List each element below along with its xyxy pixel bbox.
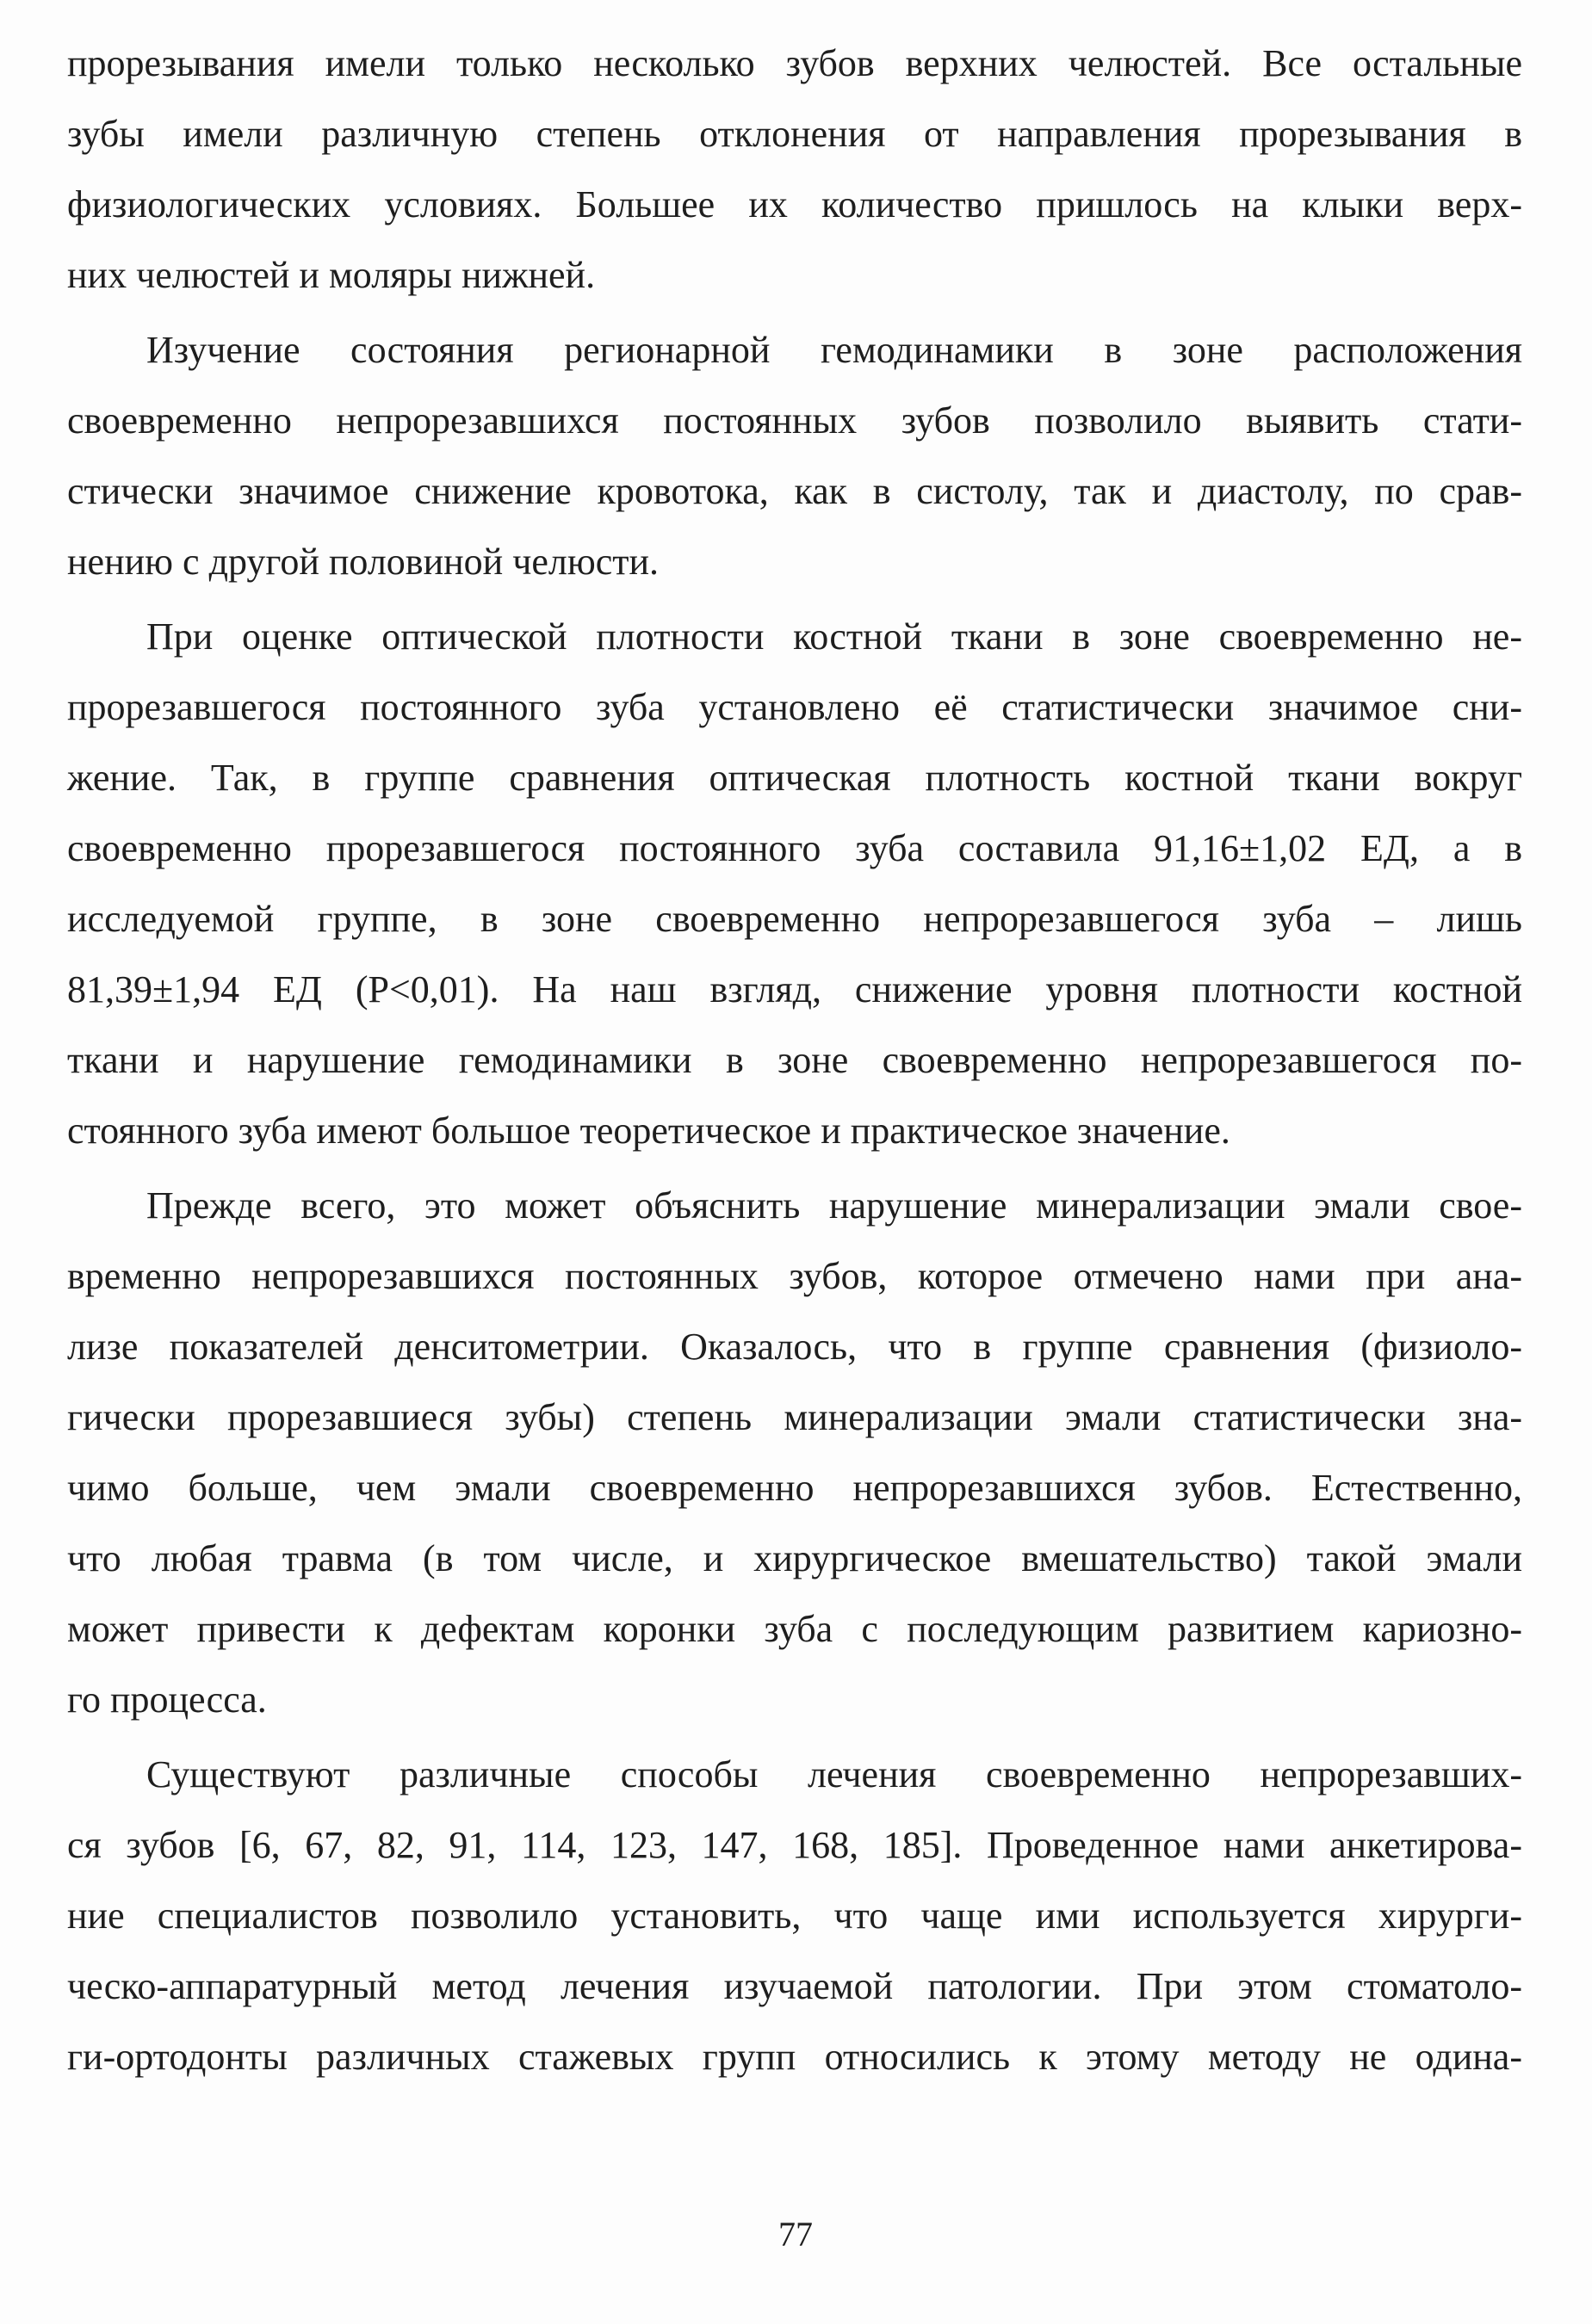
text-line: нению с другой половиной челюсти. [67, 541, 660, 583]
page-number: 77 [778, 2215, 813, 2253]
text-line: Изучение состояния регионарной гемодинамики в зоне расположения [146, 329, 1522, 371]
text-line: Прежде всего, это может объяснить нарушение минерализации эмали свое- [146, 1184, 1522, 1227]
text-line: прорезывания имели только несколько зубов верхних челюстей. Все остальные [67, 42, 1522, 84]
text-line: жение. Так, в группе сравнения оптическая плотность костной ткани вокруг [67, 757, 1522, 799]
text-line: своевременно непрорезавшихся постоянных зубов позволило выявить стати- [67, 399, 1522, 442]
text-line: прорезавшегося постоянного зуба установлено её статистически значимое сни- [67, 686, 1522, 728]
text-line: гически прорезавшиеся зубы) степень минерализации эмали статистически зна- [67, 1396, 1522, 1438]
text-line: временно непрорезавшихся постоянных зубов, которое отмечено нами при ана- [67, 1255, 1522, 1297]
text-line: своевременно прорезавшегося постоянного зуба составила 91,16±1,02 ЕД, а в [67, 827, 1522, 869]
text-line: чимо больше, чем эмали своевременно непрорезавшихся зубов. Естественно, [67, 1467, 1522, 1509]
text-line: исследуемой группе, в зоне своевременно непрорезавшегося зуба – лишь [67, 898, 1522, 940]
text-line: ги-ортодонты различных стажевых групп относились к этому методу не одина- [67, 2036, 1522, 2078]
text-line: ние специалистов позволило установить, что чаще ими используется хирурги- [67, 1894, 1522, 1937]
text-line: ческо-аппаратурный метод лечения изучаемой патологии. При этом стоматоло- [67, 1965, 1522, 2007]
text-line: го процесса. [67, 1678, 267, 1721]
text-line: может привести к дефектам коронки зуба с последующим развитием кариозно- [67, 1608, 1522, 1650]
text-line: Существуют различные способы лечения своевременно непрорезавших- [146, 1753, 1522, 1796]
text-line: зубы имели различную степень отклонения от направления прорезывания в [67, 113, 1522, 155]
text-line: них челюстей и моляры нижней. [67, 254, 596, 296]
text-line: стоянного зуба имеют большое теоретическое и практическое значение. [67, 1109, 1230, 1152]
text-line: При оценке оптической плотности костной ткани в зоне своевременно не- [146, 615, 1522, 658]
text-line: стически значимое снижение кровотока, как в систолу, так и диастолу, по срав- [67, 470, 1522, 512]
text-line: физиологических условиях. Большее их количество пришлось на клыки верх- [67, 183, 1522, 226]
text-line: что любая травма (в том числе, и хирургическое вмешательство) такой эмали [67, 1537, 1522, 1579]
text-line: ся зубов [6, 67, 82, 91, 114, 123, 147, 168, 185]. Проведенное нами анкетирова- [67, 1824, 1522, 1866]
text-line: ткани и нарушение гемодинамики в зоне своевременно непрорезавшегося по- [67, 1039, 1522, 1081]
text-line: лизе показателей денситометрии. Оказалось, что в группе сравнения (физиоло- [67, 1326, 1522, 1368]
text-line: 81,39±1,94 ЕД (Р<0,01). На наш взгляд, снижение уровня плотности костной [67, 968, 1522, 1011]
